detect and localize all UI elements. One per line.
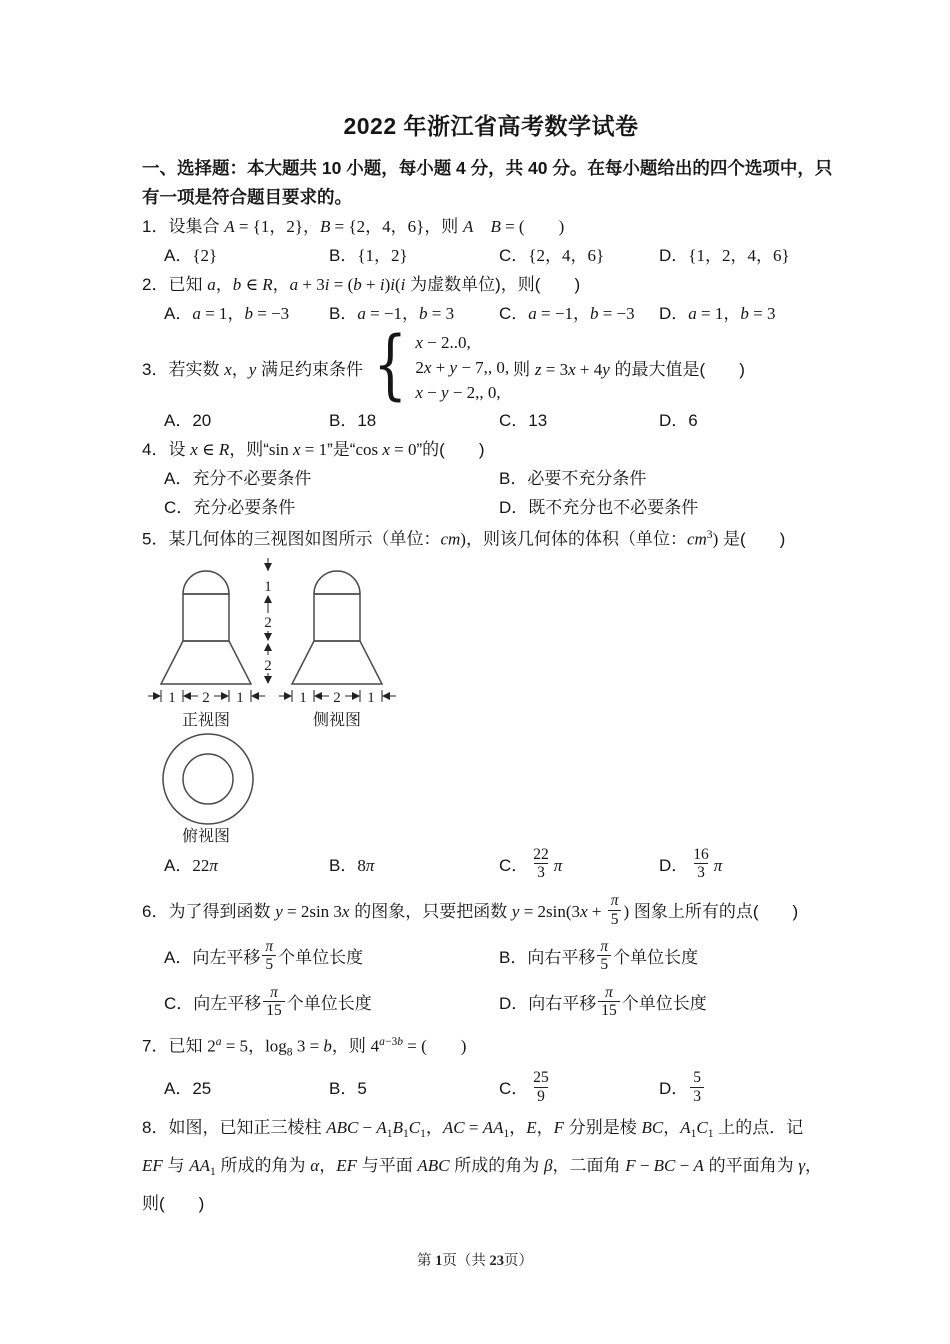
option-c: C．a = −1，b = −3 bbox=[499, 304, 635, 323]
question-6-options-row2 bbox=[164, 981, 840, 1027]
question-2-options bbox=[164, 299, 840, 328]
section-line1: 一、选择题：本大题共 10 小题，每小题 4 分，共 40 分。在每小题给出的四个选项中，只 bbox=[142, 158, 833, 178]
left-brace: { bbox=[373, 319, 408, 409]
dim-h1: 1 bbox=[168, 689, 176, 706]
option-d: D．a = 1，b = 3 bbox=[659, 304, 776, 323]
three-view-drawing bbox=[142, 555, 622, 843]
option-d: D． $\frac{5}{3}$ bbox=[659, 1066, 840, 1112]
option-d: D．{1，2，4，6} bbox=[659, 246, 790, 265]
vertical-dimension-chain bbox=[264, 558, 272, 684]
option-b: B．5 bbox=[329, 1079, 367, 1099]
option-a: A．充分不必要条件 bbox=[164, 469, 312, 488]
section-header bbox=[142, 154, 840, 212]
option-c: C．13 bbox=[499, 411, 548, 430]
option-a: A．{2} bbox=[164, 246, 218, 265]
side-view-label: 侧视图 bbox=[312, 711, 362, 729]
constraint-2: 2x + y − 7,, 0, bbox=[415, 357, 510, 377]
dim-h3: 1 bbox=[367, 689, 375, 706]
question-2-stem: 2．已知 a，b ∈ R，a + 3i = (b + i)i(i 为虚数单位)，则( ) bbox=[142, 275, 581, 294]
q3-text-pre: 3．若实数 x，y 满足约束条件 bbox=[142, 359, 364, 379]
constraint-1: x − 2..0, bbox=[415, 332, 471, 352]
question-4-options-row2 bbox=[164, 493, 840, 522]
dim-h3: 1 bbox=[236, 689, 244, 706]
dim-v1: 1 bbox=[264, 578, 272, 595]
top-view-label: 俯视图 bbox=[181, 827, 231, 843]
option-c: C． $\frac{22}{3}$ π bbox=[499, 845, 563, 882]
dim-h2: 2 bbox=[333, 689, 341, 706]
option-b: B．{1，2} bbox=[329, 246, 408, 265]
option-a: A．25 bbox=[164, 1079, 212, 1099]
question-3-stem bbox=[142, 319, 840, 409]
option-c: C．{2，4，6} bbox=[499, 246, 605, 265]
question-8-stem: 8．如图，已知正三棱柱 ABC − $A_1B_1C_1$，AC = $AA_1$，E，F 分别是棱 BC，$A_1C_1$ 上的点．记 EF 与 $AA_1$ 所成的角为 α，EF 与平面 ABC 所成的角为 β，二面角 F − BC − A 的平面角为 γ， 则( ) bbox=[142, 1118, 823, 1214]
question-5-stem: 5．某几何体的三视图如图所示（单位：cm)，则该几何体的体积（单位：$cm^3$) 是( ) bbox=[142, 528, 786, 549]
dim-v3: 2 bbox=[264, 657, 272, 674]
three-view-figure bbox=[142, 555, 840, 843]
option-b: B．向右平移 $\frac{\pi}{5}$ 个单位长度 bbox=[499, 937, 699, 974]
option-c: C． $\frac{25}{9}$ bbox=[499, 1069, 549, 1105]
side-horizontal-dimensions bbox=[279, 690, 396, 706]
front-view-shape bbox=[161, 571, 251, 684]
constraint-3: x − y − 2,, 0, bbox=[415, 382, 501, 402]
option-c: C．充分必要条件 bbox=[164, 498, 296, 517]
dim-h2: 2 bbox=[202, 689, 210, 706]
option-a: A．向左平移 $\frac{\pi}{5}$ 个单位长度 bbox=[164, 937, 364, 974]
dim-v2: 2 bbox=[264, 614, 272, 631]
section-line2: 有一项是符合题目要求的。 bbox=[142, 187, 352, 207]
question-6-options-row1 bbox=[164, 935, 840, 981]
top-view-shape bbox=[163, 734, 253, 824]
q3-constraint-system bbox=[415, 330, 509, 405]
option-d: D．既不充分也不必要条件 bbox=[499, 498, 699, 517]
question-7-stem: 7．已知 $2^a = 5$，$\log_8 3 = b$，则 $4^{a-3b}$ = ( ) bbox=[142, 1034, 467, 1059]
option-a: A． 22 π bbox=[164, 855, 218, 875]
question-3-options bbox=[164, 406, 840, 435]
option-b: B．必要不充分条件 bbox=[499, 469, 647, 488]
option-b: B．a = −1，b = 3 bbox=[329, 304, 455, 323]
option-d: D．6 bbox=[659, 411, 698, 430]
option-a: A．a = 1，b = −3 bbox=[164, 304, 290, 323]
dim-h1: 1 bbox=[299, 689, 307, 706]
option-b: B．18 bbox=[329, 411, 377, 430]
question-4-stem: 4．设 x ∈ R，则“sin x = 1”是“cos x = 0”的( ) bbox=[142, 440, 485, 459]
question-6-stem: 6．为了得到函数 y = 2sin 3x 的图象，只要把函数 y = 2sin(3x + $\frac{\pi}{5}$ ) 图象上所有的点( ) bbox=[142, 892, 799, 928]
option-c: C．向左平移 $\frac{\pi}{15}$ 个单位长度 bbox=[164, 983, 372, 1020]
front-horizontal-dimensions bbox=[148, 690, 265, 706]
option-a: A．20 bbox=[164, 411, 212, 430]
side-view-shape bbox=[292, 571, 382, 684]
question-7-options bbox=[164, 1066, 840, 1112]
question-1-options bbox=[164, 241, 840, 270]
question-4-options-row1 bbox=[164, 464, 840, 493]
question-1-stem: 1．设集合 A = {1，2}，B = {2，4，6}，则 A B = ( ) bbox=[142, 217, 565, 236]
q3-text-post: 则 z = 3x + 4y 的最大值是( ) bbox=[513, 359, 745, 379]
option-d: D． $\frac{16}{3}$ π bbox=[659, 845, 723, 882]
option-d: D．向右平移 $\frac{\pi}{15}$ 个单位长度 bbox=[499, 983, 707, 1020]
front-view-label: 正视图 bbox=[181, 711, 231, 729]
question-5-options bbox=[164, 843, 840, 889]
page-footer: 第 1页（共 23页） bbox=[417, 1253, 533, 1269]
page-title: 2022 年浙江省高考数学试卷 bbox=[343, 113, 639, 139]
option-b: B． 8 π bbox=[329, 855, 375, 875]
